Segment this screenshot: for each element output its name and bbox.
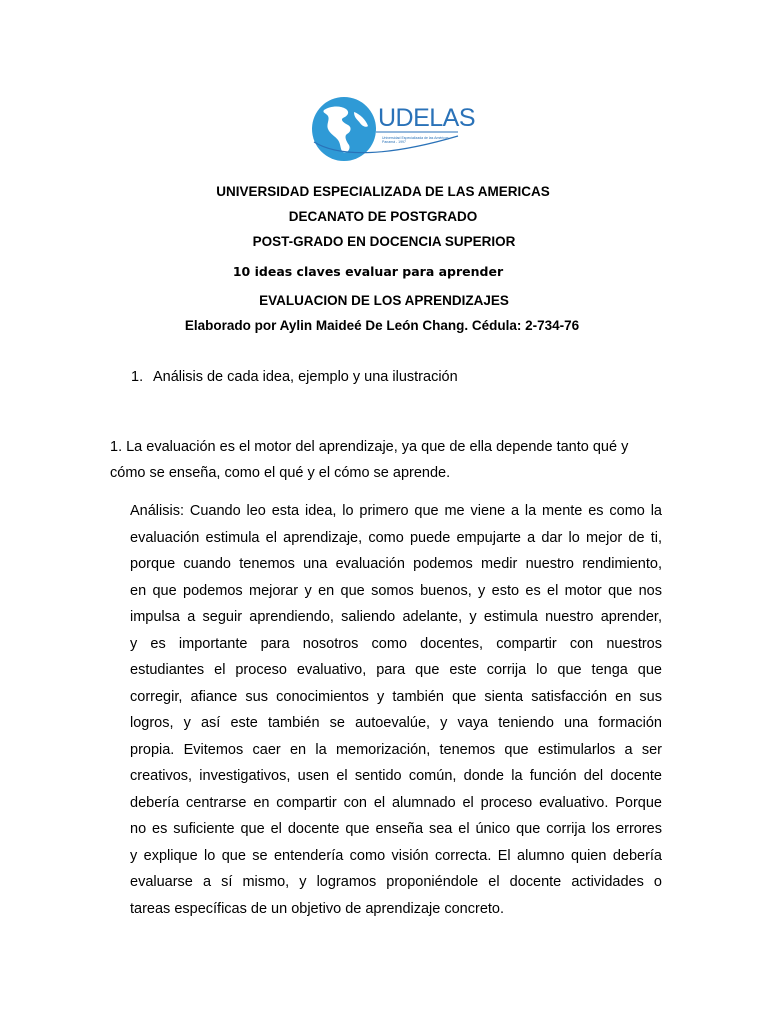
paragraph-line: no es suficiente que el docente que enseña sea el único que corrija los errores: [130, 821, 662, 837]
paragraph-line: en que podemos mejorar y en que somos buenos, y esto es el motor que nos: [130, 582, 662, 599]
paragraph-line: corregir, afiance sus conocimientos y también que sienta satisfacción en sus: [130, 688, 662, 705]
author-line: Elaborado por Aylin Maideé De León Chang. Cédula: 2-734-76: [184, 318, 580, 333]
university-name: UNIVERSIDAD ESPECIALIZADA DE LAS AMERICAS: [216, 184, 550, 199]
udelas-logo: [310, 96, 476, 162]
list-item: [131, 370, 458, 385]
idea-paragraph: [110, 434, 666, 486]
paragraph-line: cómo se enseña, como el qué y el cómo se aprende.: [110, 465, 451, 481]
logo-subtitle: Universidad Especializada de las Américas Panamá - 1997: [382, 136, 449, 145]
document-topic: 10 ideas claves evaluar para aprender: [232, 264, 504, 279]
paragraph-line: creativos, investigativos, usen el sentido común, donde la función del docente: [130, 768, 662, 784]
paragraph-line: evaluación estimula el aprendizaje, como puede empujarte a dar lo mejor de ti,: [130, 529, 662, 546]
paragraph-line: evaluarse a sí mismo, y logramos proponiéndole el docente actividades o: [130, 874, 662, 890]
paragraph-line: porque cuando tenemos una evaluación podemos medir nuestro rendimiento,: [130, 556, 662, 572]
list-text: Análisis de cada idea, ejemplo y una ilustración: [153, 369, 458, 385]
paragraph-line: y es importante para nosotros como docentes, compartir con nuestros: [130, 635, 662, 652]
paragraph-line: tareas específicas de un objetivo de aprendizaje concreto.: [130, 900, 505, 917]
paragraph-line: propia. Evitemos caer en la memorización, tenemos que estimularlos a ser: [130, 741, 662, 758]
paragraph-line: Análisis: Cuando leo esta idea, lo primero que me viene a la mente es como la: [130, 503, 662, 519]
paragraph-line: debería centrarse en compartir con el alumnado el proceso evaluativo. Porque: [130, 794, 662, 811]
course-name: EVALUACION DE LOS APRENDIZAJES: [259, 293, 509, 308]
program-name: POST-GRADO EN DOCENCIA SUPERIOR: [252, 234, 516, 249]
list-number: 1.: [131, 369, 144, 385]
logo-lettering: UDELAS: [378, 104, 476, 132]
paragraph-line: y explique lo que se entendería como visión correcta. El alumno quien debería: [130, 847, 662, 864]
paragraph-line: impulsa a seguir aprendiendo, saliendo adelante, y estimula nuestro aprender,: [130, 609, 662, 625]
paragraph-line: 1. La evaluación es el motor del aprendizaje, ya que de ella depende tanto qué y: [110, 439, 629, 455]
deanery-name: DECANATO DE POSTGRADO: [288, 209, 478, 224]
paragraph-line: logros, y así este también se autoevalúe, y vaya teniendo una formación: [130, 715, 662, 731]
paragraph-line: estudiantes el proceso evaluativo, para que este corrija lo que tenga que: [130, 662, 662, 678]
analysis-paragraph: [130, 498, 662, 922]
